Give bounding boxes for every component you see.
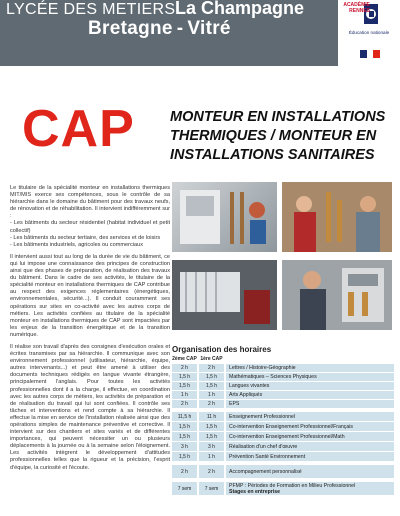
pfmp-label: PFMP : Périodes de Formation en Milieu Professionnel: [229, 482, 356, 489]
ministry-label: Éducation nationale: [348, 30, 390, 35]
table-row: 2 h 2 h Lettres / Histoire-Géographie: [172, 364, 394, 372]
school-name: LYCÉE DES METIERS: [6, 1, 176, 18]
table-row: 7 sem 7 sem PFMP : Périodes de Formation en Milieu Professionnel Stages en entreprise: [172, 482, 394, 495]
schedule-title: Organisation des horaires: [172, 345, 272, 354]
republique-flag-icon: [360, 50, 380, 58]
schedule-header-row: [172, 355, 394, 363]
col-header-2nd-year: 2ème CAP: [172, 356, 197, 362]
description-text: [10, 185, 170, 477]
table-row: 1,5 h 1,5 h Langues vivantes: [172, 382, 394, 390]
photo-student-piping: [282, 182, 392, 252]
table-row: 2 h 2 h EPS: [172, 400, 394, 408]
table-row: 1,5 h 1 h Prévention Santé Environnement: [172, 452, 394, 461]
photo-workshop-boiler: [172, 182, 277, 252]
cap-heading: CAP: [22, 100, 135, 158]
photo-installation-panel: [282, 260, 392, 330]
school-location-2: Bretagne - Vitré: [88, 18, 231, 39]
header-banner: [0, 0, 400, 66]
bullet-item: - Les bâtiments du secteur résidentiel (habitat individuel et petit collectif): [10, 220, 170, 234]
paragraph-tasks: Il réalise son travail d'après des consignes d'exécution orales et écrites transmises par sa hiérarchie. Il communique avec son environnement professionnel (utilisateur, hiérarchie, équipe, autres intervenants...) et peut être amené à utiliser des documents techniques rédigés en langue vivante étrangère, principalement l'anglais. Pour toutes les activités professionnelles dont il a la charge, il effectue, en coordination avec les autres corps de métiers, les activités de préparation et de réalisation du travail qui lui sont confiées. Il contrôle ses tâches et interventions et rend compte à sa hiérarchie. Il effectue la mise en service de l'installation réalisée ainsi que des opérations simples de maintenance préventive et corrective. Il intervient sur des chantiers et sites variés et de différentes importances, qui peuvent nécessiter un ou plusieurs déplacements à la journée ou à la semaine selon l'éloignement. Les activités intègrent le développement d'attitudes professionnelles telles que la rigueur et la précision, l'esprit d'équipe, la curiosité et l'écoute.: [10, 343, 170, 471]
pfmp-sublabel: Stages en entreprise: [229, 488, 281, 495]
paragraph-context: Il intervient aussi tout au long de la durée de vie du bâtiment, ce qui lui impose une connaissance des principes de construction ainsi que des phases de préparation, de réalisation des travaux du bâtiment. Dans le cadre de ses activités, le titulaire de la spécialité monteur en installations thermiques de CAP contribue au respect des exigences réglementaires (énergétiques, environnementales, sécurité...). Il conduit couramment ses opérations sur sites en co-activité avec les autres corps de métiers. Les activités confiées au titulaire de la spécialité monteur en installations thermiques de CAP sont impactées par les enjeux de la transition énergétique et de la transition numérique.: [10, 253, 170, 338]
academie-logo-text: ACADÉMIE RENNES: [343, 2, 370, 14]
diploma-title: MONTEUR EN INSTALLATIONS THERMIQUES / MONTEUR EN INSTALLATIONS SANITAIRES: [170, 109, 386, 163]
table-row: 1,5 h 1,5 h Co-intervention Enseignement Professionnel/Français: [172, 422, 394, 431]
table-row: 1,5 h 1,5 h Co-intervention Enseignement Professionnel/Math: [172, 432, 394, 441]
photo-radiator-work: [172, 260, 277, 330]
schedule-table: [172, 355, 394, 496]
school-location-1: La Champagne: [175, 0, 305, 18]
paragraph-intro: Le titulaire de la spécialité monteur en installations thermiques MIT/MIS exerce ses compétences, sous le contrôle de sa hiérarchie dans le domaine du bâtiment pour des travaux neufs, de rénovation et de réhabilitation. Il intervient indifféremment sur : - Les bâtiments du secteur résidentiel (habitat individuel et petit collectif) - Les bâtiments du secteur tertiaire, des services et de loisirs - Les bâtiments industriels, agricoles ou commerciaux: [10, 185, 170, 248]
bullet-item: - Les bâtiments du secteur tertiaire, des services et de loisirs: [10, 234, 161, 241]
table-row: 1 h 1 h Arts Appliqués: [172, 391, 394, 399]
table-row: 1,5 h 1,5 h Mathématiques – Sciences Physiques: [172, 373, 394, 381]
table-row: 11,5 h 11 h Enseignement Professionnel: [172, 412, 394, 421]
table-row: 3 h 3 h Réalisation d'un chef d'œuvre: [172, 442, 394, 451]
col-header-1st-year: 1ère CAP: [200, 356, 223, 362]
table-row: 2 h 2 h Accompagnement personnalisé: [172, 465, 394, 478]
bullet-item: - Les bâtiments industriels, agricoles ou commerciaux: [10, 241, 144, 248]
